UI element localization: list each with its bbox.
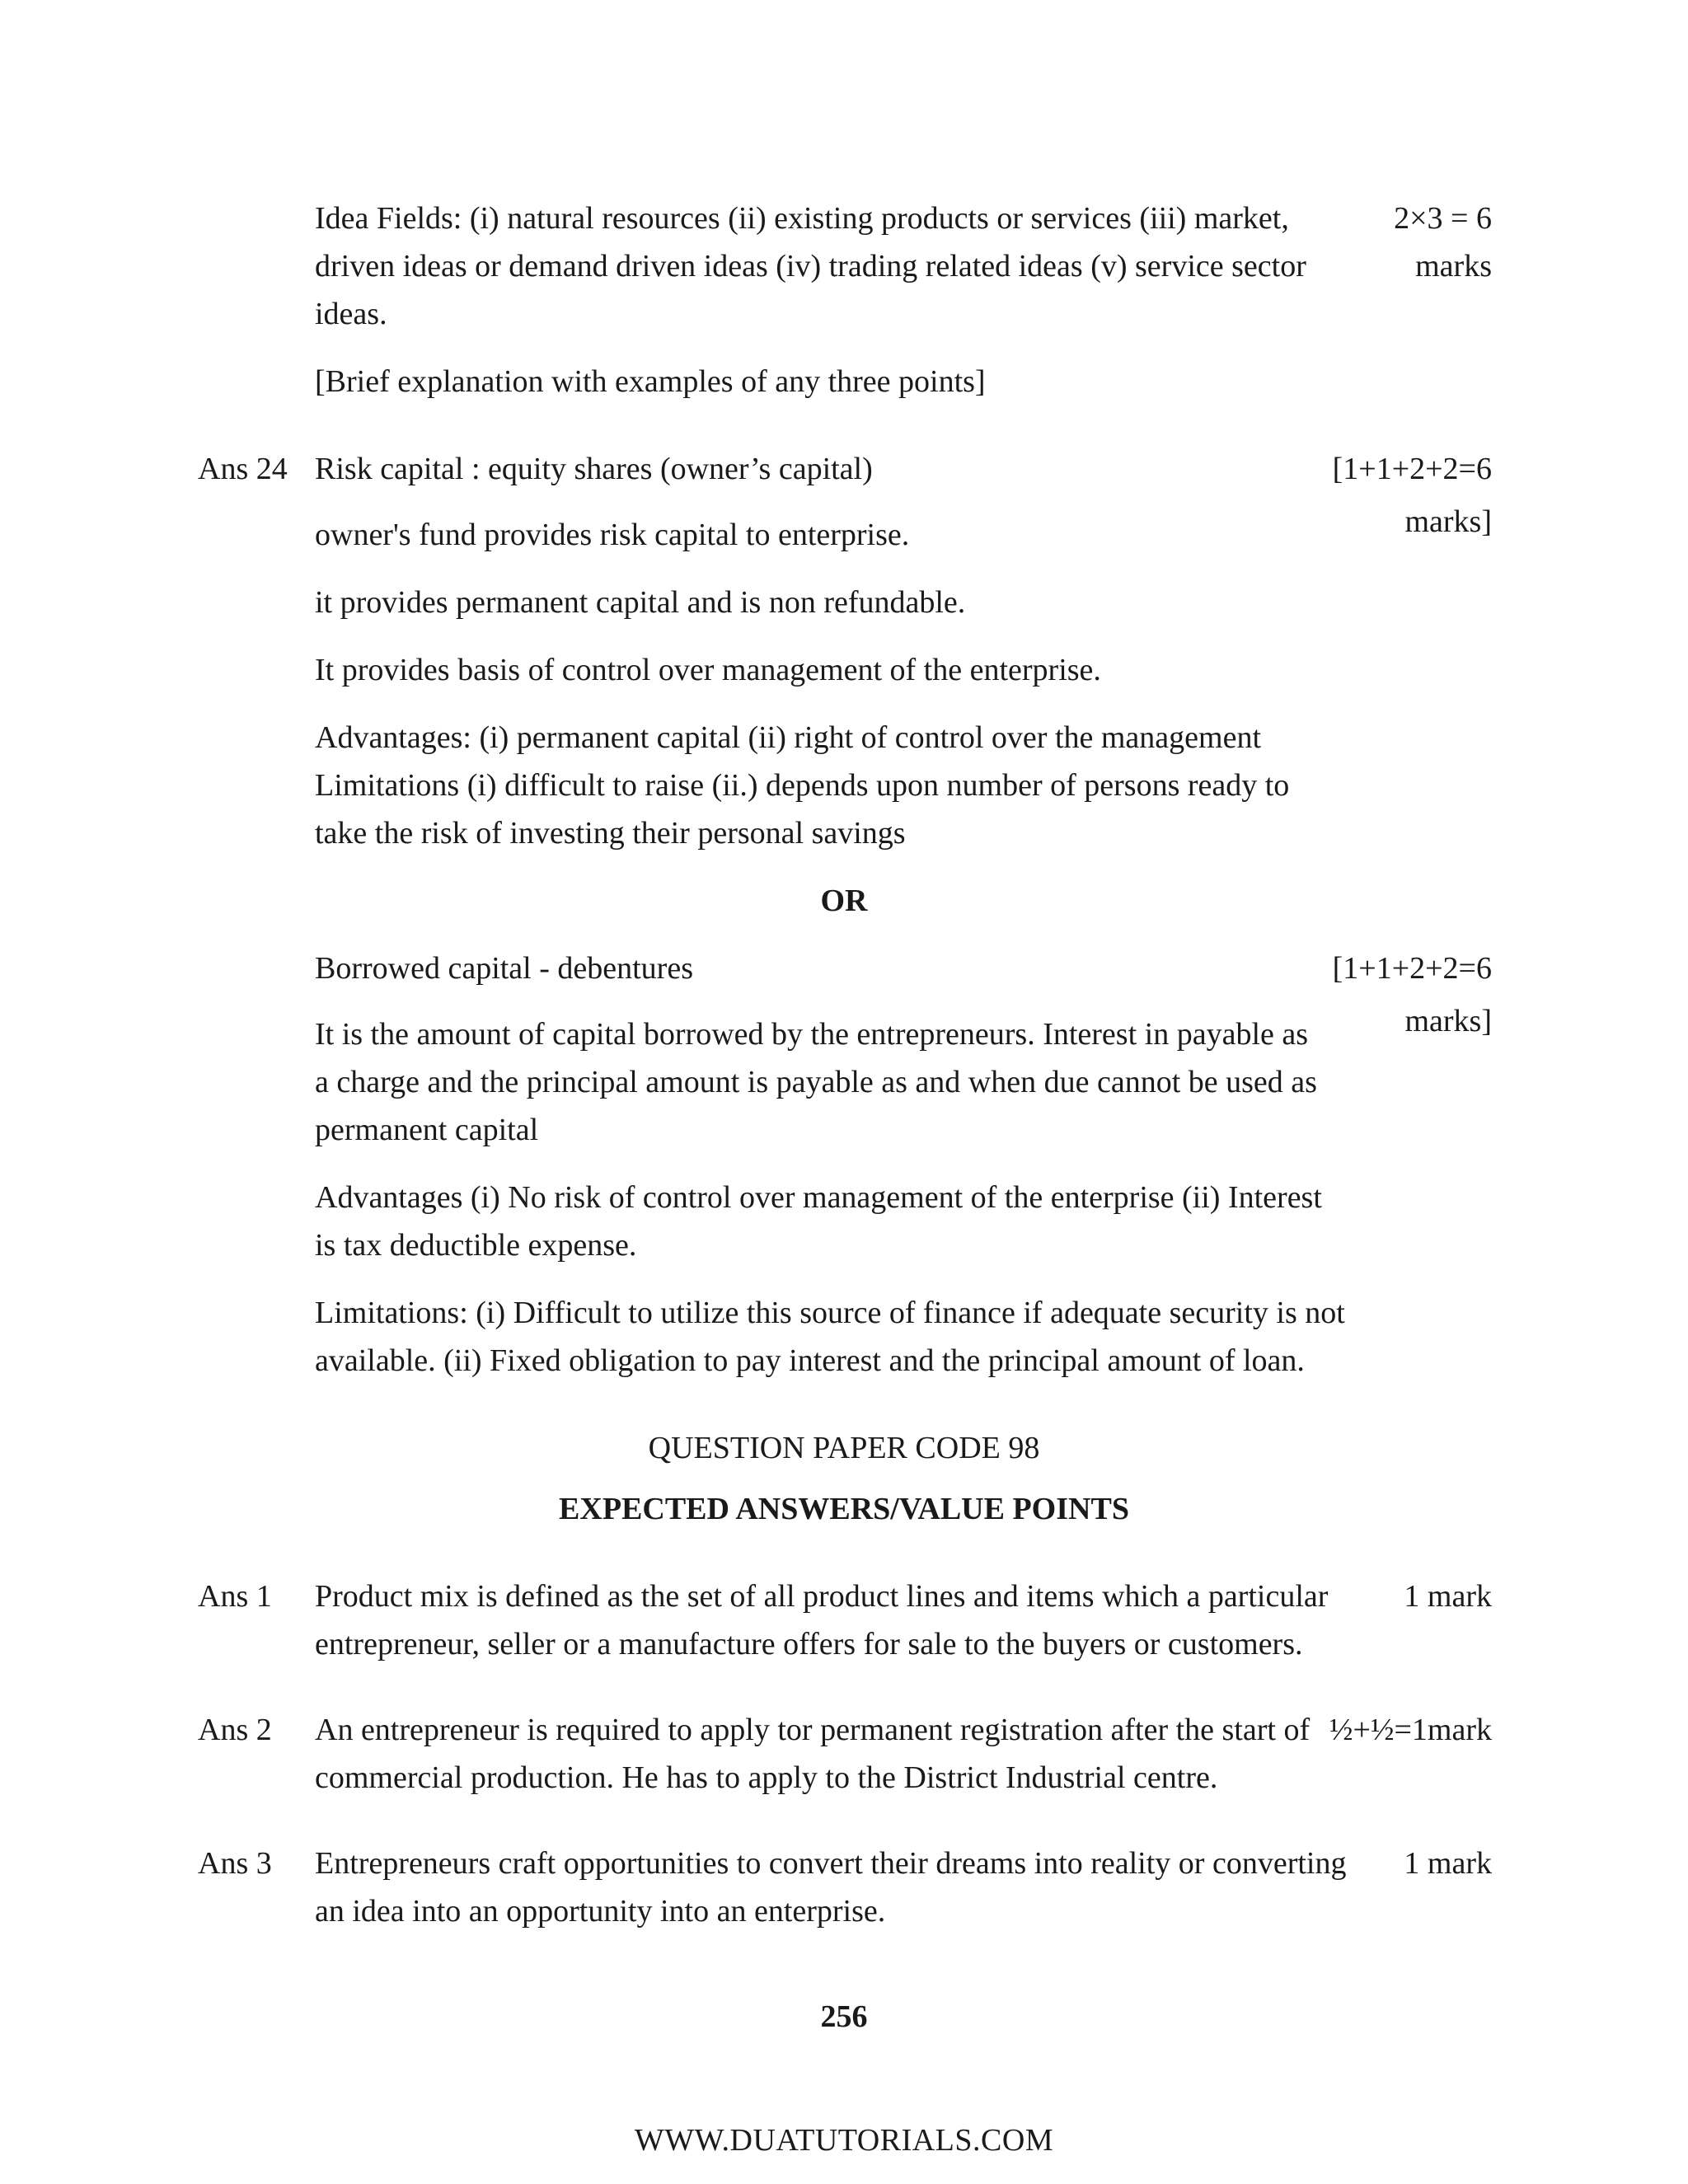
- ans24-p4-line-2: Limitations (i) difficult to raise (ii.) depends upon number of persons ready to: [315, 768, 1290, 803]
- ans24-alt-p1-line-3: permanent capital: [315, 1113, 539, 1147]
- ans3-mark: 1 mark: [1404, 1846, 1492, 1881]
- ans3-label: Ans 3: [198, 1846, 272, 1881]
- or-separator: OR: [820, 883, 868, 918]
- ans3-line-1: Entrepreneurs craft opportunities to convert their dreams into reality or converting: [315, 1846, 1347, 1881]
- ans24-title: Risk capital : equity shares (owner’s capital): [315, 452, 873, 486]
- idea-fields-marks-1: 2×3 = 6: [1394, 201, 1492, 236]
- idea-fields-marks-2: marks: [1415, 249, 1492, 284]
- ans24-label: Ans 24: [198, 452, 288, 486]
- ans24-alt-marks-1: [1+1+2+2=6: [1332, 951, 1492, 986]
- question-paper-code: QUESTION PAPER CODE 98: [648, 1431, 1040, 1465]
- idea-fields-line-1: Idea Fields: (i) natural resources (ii) existing products or services (iii) market,: [315, 201, 1289, 236]
- ans24-marks-1: [1+1+2+2=6: [1332, 452, 1492, 486]
- ans24-alt-marks-2: marks]: [1404, 1004, 1492, 1038]
- section-heading: EXPECTED ANSWERS/VALUE POINTS: [559, 1492, 1129, 1526]
- ans2-mark: ½+½=1mark: [1329, 1713, 1492, 1747]
- ans24-alt-p1-line-1: It is the amount of capital borrowed by the entrepreneurs. Interest in payable as: [315, 1017, 1309, 1052]
- ans24-alt-title: Borrowed capital - debentures: [315, 951, 693, 986]
- ans1-line-1: Product mix is defined as the set of all product lines and items which a particular: [315, 1579, 1329, 1614]
- ans1-label: Ans 1: [198, 1579, 272, 1614]
- ans24-p3: It provides basis of control over management of the enterprise.: [315, 653, 1101, 687]
- page-number: 256: [820, 1999, 868, 2034]
- ans24-alt-p3-line-2: available. (ii) Fixed obligation to pay interest and the principal amount of loan.: [315, 1343, 1305, 1378]
- footer-url[interactable]: WWW.DUATUTORIALS.COM: [634, 2123, 1054, 2158]
- ans1-line-2: entrepreneur, seller or a manufacture offers for sale to the buyers or customers.: [315, 1627, 1303, 1661]
- ans1-mark: 1 mark: [1404, 1579, 1492, 1614]
- ans24-alt-p2-line-2: is tax deductible expense.: [315, 1228, 637, 1263]
- ans24-marks-2: marks]: [1404, 504, 1492, 539]
- idea-fields-line-3: ideas.: [315, 297, 387, 331]
- ans3-line-2: an idea into an opportunity into an enterprise.: [315, 1894, 886, 1929]
- ans24-alt-p3-line-1: Limitations: (i) Difficult to utilize this source of finance if adequate security is not: [315, 1296, 1345, 1330]
- ans24-p2: it provides permanent capital and is non refundable.: [315, 585, 966, 620]
- ans24-alt-p2-line-1: Advantages (i) No risk of control over management of the enterprise (ii) Interest: [315, 1180, 1322, 1215]
- ans2-line-1: An entrepreneur is required to apply tor permanent registration after the start of: [315, 1713, 1311, 1747]
- idea-fields-line-2: driven ideas or demand driven ideas (iv) trading related ideas (v) service sector: [315, 249, 1306, 284]
- ans24-alt-p1-line-2: a charge and the principal amount is payable as and when due cannot be used as: [315, 1065, 1317, 1099]
- ans24-p1: owner's fund provides risk capital to enterprise.: [315, 518, 910, 552]
- idea-fields-note: [Brief explanation with examples of any three points]: [315, 364, 986, 399]
- ans2-line-2: commercial production. He has to apply to the District Industrial centre.: [315, 1760, 1218, 1795]
- ans24-p4-line-3: take the risk of investing their personal savings: [315, 816, 906, 851]
- ans2-label: Ans 2: [198, 1713, 272, 1747]
- ans24-p4-line-1: Advantages: (i) permanent capital (ii) right of control over the management: [315, 720, 1262, 755]
